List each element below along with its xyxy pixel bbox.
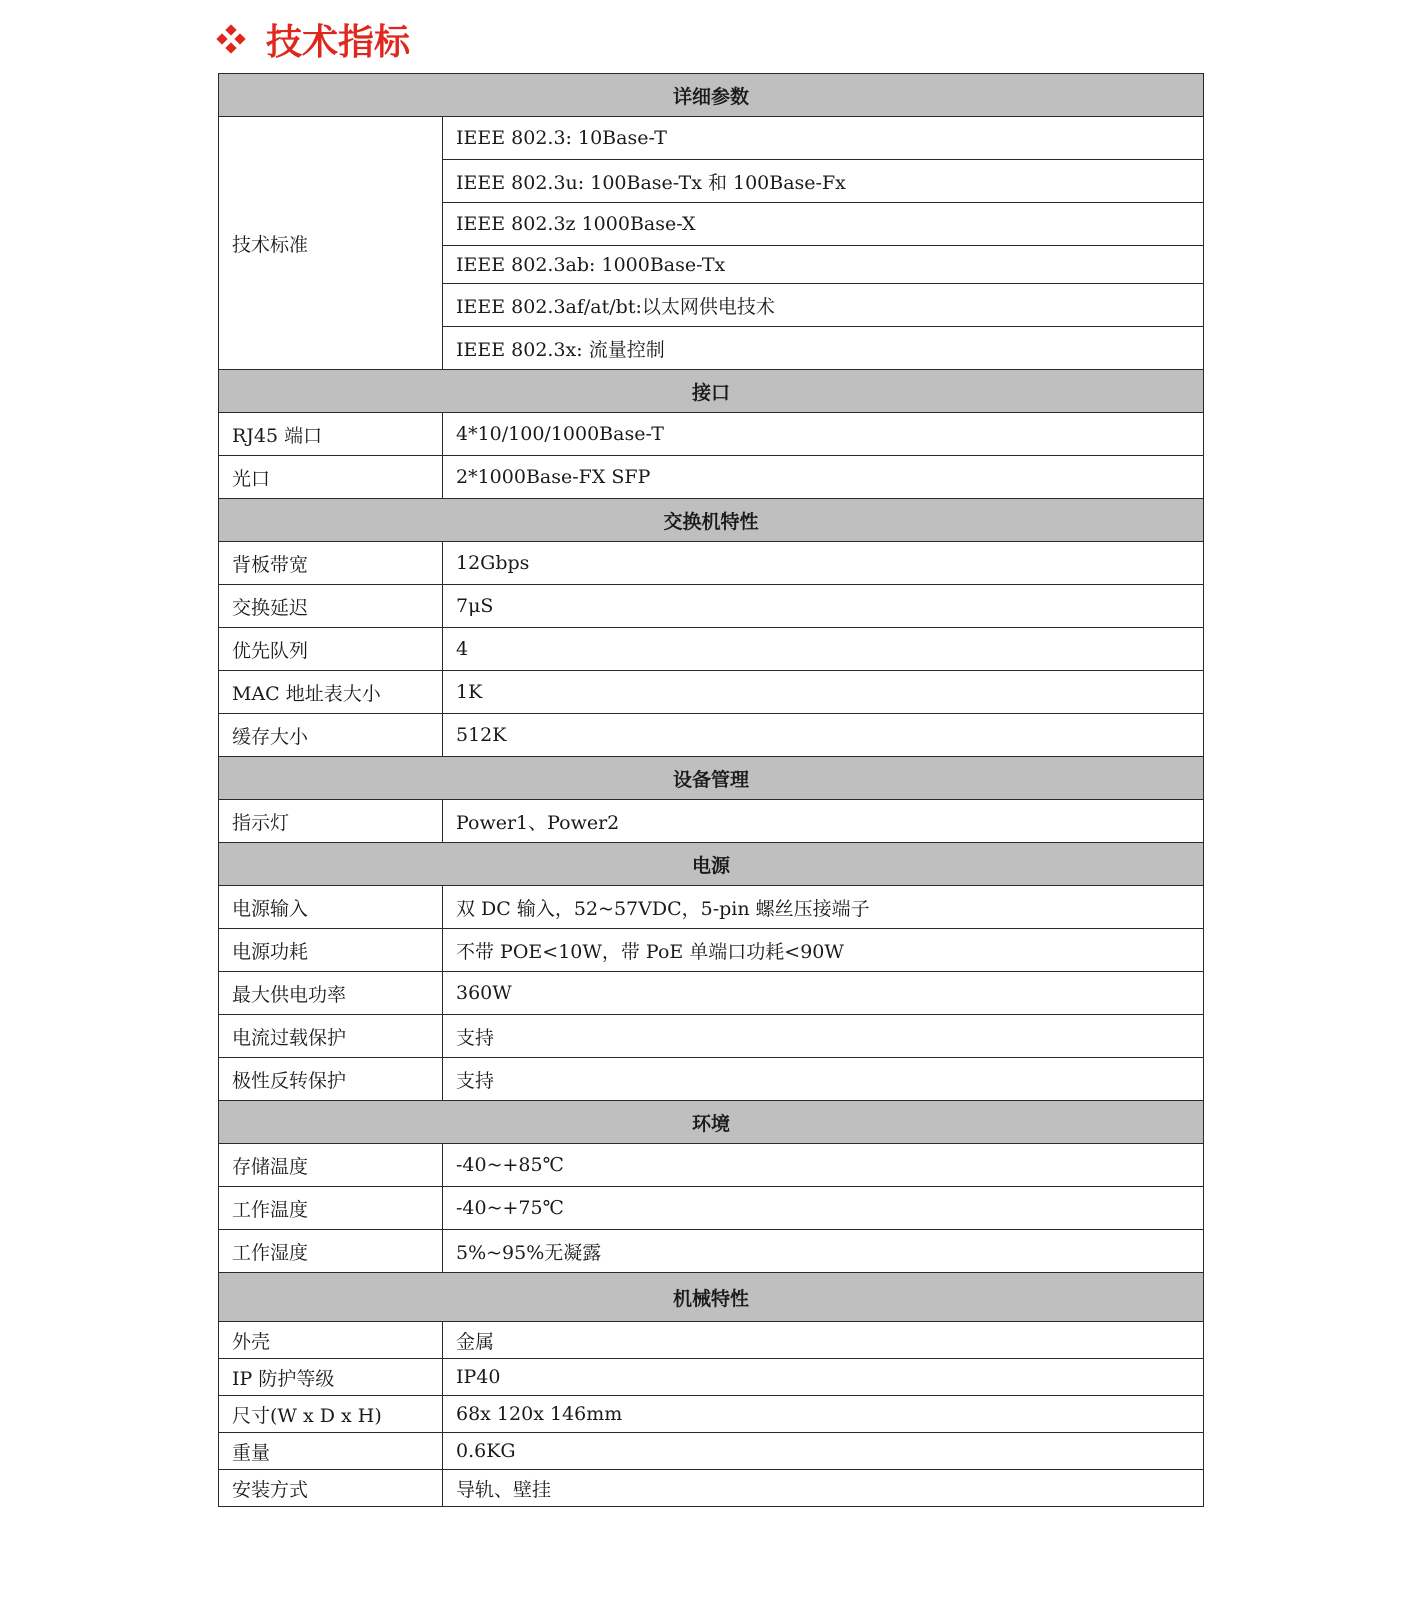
row-label: 外壳 [219,1322,443,1359]
row-value: 1K [443,671,1204,714]
row-label: 指示灯 [219,800,443,843]
row-label: 交换延迟 [219,585,443,628]
row-value: 12Gbps [443,542,1204,585]
row-label: 安装方式 [219,1470,443,1507]
page-title-text: 技术指标 [266,21,411,63]
row-label: 电流过载保护 [219,1015,443,1058]
table-row [219,1144,1204,1187]
row-value: 支持 [443,1058,1204,1101]
row-value: IEEE 802.3u: 100Base-Tx 和 100Base-Fx [443,160,1204,203]
table-row [219,456,1204,499]
section-header [219,843,1204,886]
row-value: IEEE 802.3: 10Base-T [443,117,1204,160]
row-value: 4*10/100/1000Base-T [443,413,1204,456]
row-label: 电源输入 [219,886,443,929]
row-value: IEEE 802.3x: 流量控制 [443,327,1204,370]
table-row [219,1187,1204,1230]
table-row [219,1322,1204,1359]
section-header [219,370,1204,413]
row-label: IP 防护等级 [219,1359,443,1396]
row-value: IEEE 802.3z 1000Base-X [443,203,1204,246]
section-heading: 设备管理 [219,757,1204,800]
row-label: 重量 [219,1433,443,1470]
table-row [219,800,1204,843]
table-row [219,1433,1204,1470]
page-title [218,14,410,64]
section-heading: 交换机特性 [219,499,1204,542]
section-header [219,1273,1204,1322]
spec-table [218,73,1204,1507]
row-value: -40~+75℃ [443,1187,1204,1230]
row-label: 工作湿度 [219,1230,443,1273]
section-heading: 电源 [219,843,1204,886]
table-row [219,671,1204,714]
row-label: MAC 地址表大小 [219,671,443,714]
row-label: 极性反转保护 [219,1058,443,1101]
section-header [219,1101,1204,1144]
table-row [219,413,1204,456]
row-label: 工作温度 [219,1187,443,1230]
table-row [219,1230,1204,1273]
row-value: 5%~95%无凝露 [443,1230,1204,1273]
row-value: Power1、Power2 [443,800,1204,843]
row-label: 缓存大小 [219,714,443,757]
diamond-bullet-icon [218,26,244,52]
section-header [219,499,1204,542]
row-label: 优先队列 [219,628,443,671]
row-value: 512K [443,714,1204,757]
row-value: 2*1000Base-FX SFP [443,456,1204,499]
row-value: IEEE 802.3af/at/bt:以太网供电技术 [443,284,1204,327]
table-row [219,1396,1204,1433]
table-row [219,542,1204,585]
table-row [219,929,1204,972]
row-value: 双 DC 输入，52~57VDC，5-pin 螺丝压接端子 [443,886,1204,929]
row-label: 电源功耗 [219,929,443,972]
section-header [219,757,1204,800]
row-value: 支持 [443,1015,1204,1058]
row-value: -40~+85℃ [443,1144,1204,1187]
table-row [219,886,1204,929]
table-row [219,714,1204,757]
section-heading: 接口 [219,370,1204,413]
row-label: 存储温度 [219,1144,443,1187]
table-row [219,628,1204,671]
table-row [219,972,1204,1015]
table-row [219,1359,1204,1396]
row-value: 68x 120x 146mm [443,1396,1204,1433]
row-value: 0.6KG [443,1433,1204,1470]
row-label: RJ45 端口 [219,413,443,456]
row-value: 导轨、壁挂 [443,1470,1204,1507]
table-row [219,1058,1204,1101]
table-row [219,117,1204,160]
row-value: 360W [443,972,1204,1015]
row-label: 最大供电功率 [219,972,443,1015]
row-value: 7μS [443,585,1204,628]
row-value: 金属 [443,1322,1204,1359]
row-value: IEEE 802.3ab: 1000Base-Tx [443,246,1204,284]
table-row [219,1470,1204,1507]
row-value: 4 [443,628,1204,671]
section-heading: 机械特性 [219,1273,1204,1322]
row-label: 光口 [219,456,443,499]
row-value: 不带 POE<10W，带 PoE 单端口功耗<90W [443,929,1204,972]
section-heading: 环境 [219,1101,1204,1144]
row-label: 背板带宽 [219,542,443,585]
row-label: 尺寸(W x D x H) [219,1396,443,1433]
table-row [219,1015,1204,1058]
row-value: IP40 [443,1359,1204,1396]
section-header [219,74,1204,117]
section-heading: 详细参数 [219,74,1204,117]
row-label: 技术标准 [219,117,443,370]
table-row [219,585,1204,628]
